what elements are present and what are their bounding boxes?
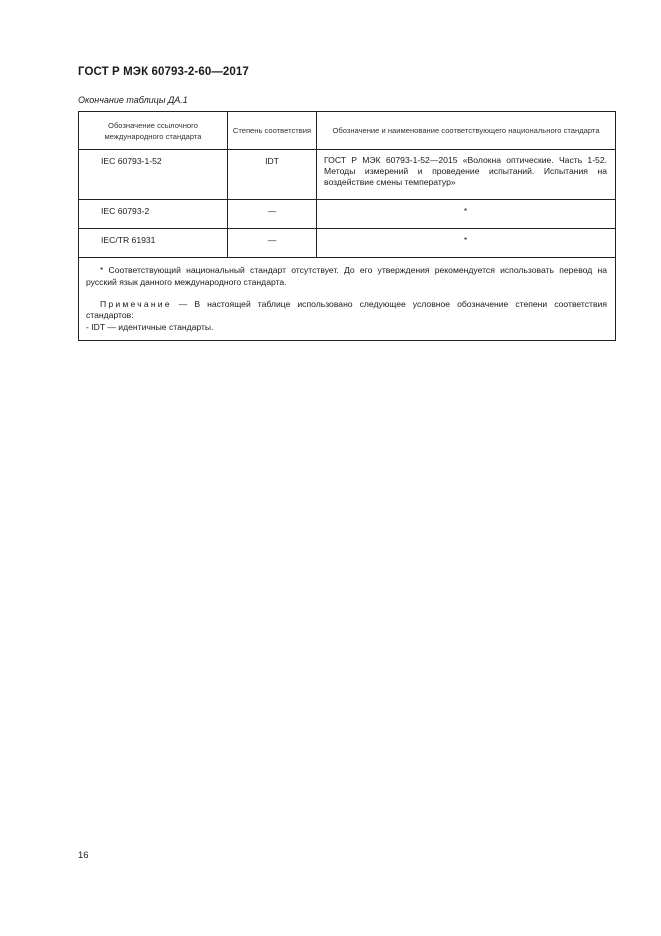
page-number: 16 xyxy=(78,850,89,861)
note-item: - IDT — идентичные стандарты. xyxy=(86,322,214,333)
header-international-standard: Обозначение ссылочного международного стандарта xyxy=(79,112,228,150)
cell-degree: — xyxy=(228,200,317,229)
cell-international-code: IEC/TR 61931 xyxy=(79,229,228,258)
table-caption: Окончание таблицы ДА.1 xyxy=(78,95,188,105)
header-degree-of-conformity: Степень соответствия xyxy=(228,112,317,150)
cell-degree: — xyxy=(228,229,317,258)
cell-degree: IDT xyxy=(228,150,317,200)
table-row xyxy=(79,200,616,229)
cell-national-standard: * xyxy=(317,229,616,258)
table-row xyxy=(79,150,616,200)
cell-national-standard: ГОСТ Р МЭК 60793-1-52—2015 «Волокна оптические. Часть 1-52. Методы измерений и проведение испытаний. Испытания на воздействие смены температур» xyxy=(317,150,616,200)
cell-international-code: IEC 60793-2 xyxy=(79,200,228,229)
table-header-row xyxy=(79,112,616,150)
note-label: Примечание xyxy=(100,298,172,309)
note-text: — В настоящей таблице использовано следующее условное обозначение степени соответствия стандартов: xyxy=(86,298,607,321)
cell-national-standard: * xyxy=(317,200,616,229)
note-paragraph xyxy=(86,299,607,323)
footnote-text: * Соответствующий национальный стандарт отсутствует. До его утверждения рекомендуется использовать перевод на русский язык данного международного стандарта. xyxy=(86,265,607,287)
header-national-standard: Обозначение и наименование соответствующего национального стандарта xyxy=(317,112,616,150)
reference-standards-table xyxy=(78,111,616,341)
cell-international-code: IEC 60793-1-52 xyxy=(79,150,228,200)
document-title: ГОСТ Р МЭК 60793-2-60—2017 xyxy=(78,66,249,78)
table-row xyxy=(79,229,616,258)
notes-cell xyxy=(79,258,616,341)
table-notes-row xyxy=(79,258,616,341)
